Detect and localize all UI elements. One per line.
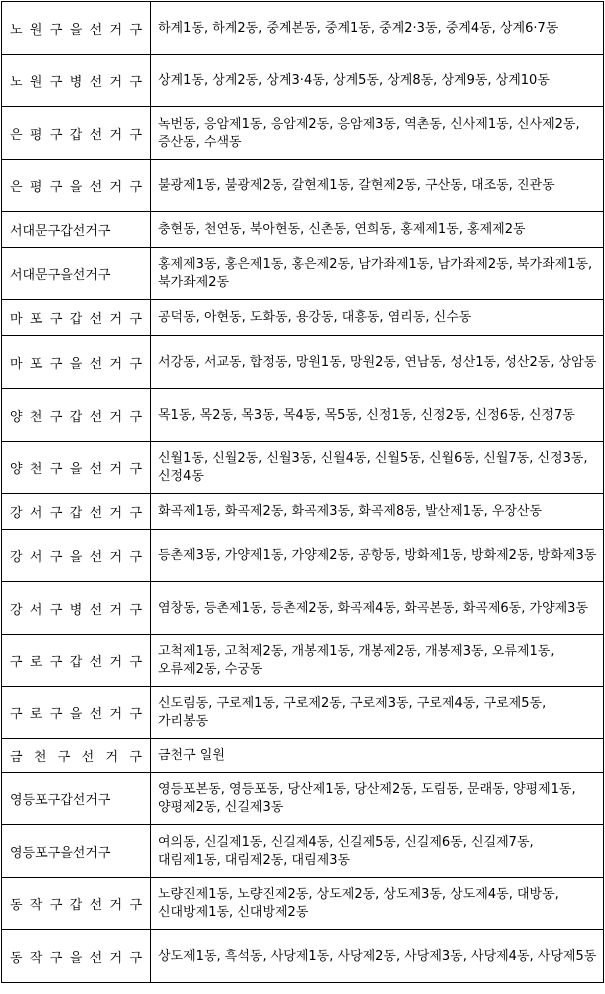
dong-list-cell: 영등포본동, 영등포동, 당산제1동, 당산제2동, 도림동, 문래동, 양평제1동, 양평제2동, 신길제3동 [151,773,604,825]
table-row [2,582,604,635]
district-name-cell: 강 서 구 병 선 거 구 [2,582,151,635]
table-row [2,930,604,983]
district-name-cell: 노 원 구 병 선 거 구 [2,55,151,107]
table-row [2,336,604,389]
district-name-cell: 은 평 구 을 선 거 구 [2,160,151,212]
dong-list-cell: 신월1동, 신월2동, 신월3동, 신월4동, 신월5동, 신월6동, 신월7동, 신정3동, 신정4동 [151,442,604,494]
table-row [2,107,604,160]
district-name-cell: 노 원 구 을 선 거 구 [2,2,151,55]
district-name-cell: 동 작 구 갑 선 거 구 [2,878,151,930]
district-name-cell: 영등포구을선거구 [2,825,151,878]
table-row [2,389,604,442]
dong-list-cell: 여의동, 신길제1동, 신길제4동, 신길제5동, 신길제6동, 신길제7동, 대림제1동, 대림제2동, 대림제3동 [151,825,604,878]
dong-list-cell: 노량진제1동, 노량진제2동, 상도제2동, 상도제3동, 상도제4동, 대방동, 신대방제1동, 신대방제2동 [151,878,604,930]
dong-list-cell: 상도제1동, 흑석동, 사당제1동, 사당제2동, 사당제3동, 사당제4동, 사당제5동 [151,930,604,983]
table-row [2,739,604,773]
dong-list-cell: 홍제제3동, 홍은제1동, 홍은제2동, 남가좌제1동, 남가좌제2동, 북가좌제1동, 북가좌제2동 [151,248,604,300]
dong-list-cell: 충현동, 천연동, 북아현동, 신촌동, 연희동, 홍제제1동, 홍제제2동 [151,212,604,248]
district-name-cell: 마 포 구 갑 선 거 구 [2,300,151,336]
district-name-cell: 영등포구갑선거구 [2,773,151,825]
district-name-cell: 마 포 구 을 선 거 구 [2,336,151,389]
table-row [2,635,604,687]
district-name-cell: 양 천 구 갑 선 거 구 [2,389,151,442]
dong-list-cell: 녹번동, 응암제1동, 응암제2동, 응암제3동, 역촌동, 신사제1동, 신사제2동, 증산동, 수색동 [151,107,604,160]
dong-list-cell: 고척제1동, 고척제2동, 개봉제1동, 개봉제2동, 개봉제3동, 오류제1동, 오류제2동, 수궁동 [151,635,604,687]
district-name-cell: 은 평 구 갑 선 거 구 [2,107,151,160]
table-row [2,878,604,930]
dong-list-cell: 염창동, 등촌제1동, 등촌제2동, 화곡제4동, 화곡본동, 화곡제6동, 가양제3동 [151,582,604,635]
district-name-cell: 동 작 구 을 선 거 구 [2,930,151,983]
table-row [2,248,604,300]
district-name-cell: 강 서 구 을 선 거 구 [2,530,151,582]
table-row [2,530,604,582]
dong-list-cell: 상계1동, 상계2동, 상계3·4동, 상계5동, 상계8동, 상계9동, 상계10동 [151,55,604,107]
table-row [2,825,604,878]
table-body [2,2,604,983]
district-name-cell: 양 천 구 을 선 거 구 [2,442,151,494]
district-name-cell: 서대문구을선거구 [2,248,151,300]
table-row [2,55,604,107]
district-name-cell: 구 로 구 갑 선 거 구 [2,635,151,687]
dong-list-cell: 화곡제1동, 화곡제2동, 화곡제3동, 화곡제8동, 발산제1동, 우장산동 [151,494,604,530]
dong-list-cell: 금천구 일원 [151,739,604,773]
electoral-district-table [1,1,604,983]
dong-list-cell: 서강동, 서교동, 합정동, 망원1동, 망원2동, 연남동, 성산1동, 성산2동, 상암동 [151,336,604,389]
table-row [2,687,604,739]
table-row [2,494,604,530]
district-name-cell: 서대문구갑선거구 [2,212,151,248]
district-name-cell: 금 천 구 선 거 구 [2,739,151,773]
dong-list-cell: 공덕동, 아현동, 도화동, 용강동, 대흥동, 염리동, 신수동 [151,300,604,336]
table-row [2,160,604,212]
table-row [2,773,604,825]
dong-list-cell: 목1동, 목2동, 목3동, 목4동, 목5동, 신정1동, 신정2동, 신정6동, 신정7동 [151,389,604,442]
dong-list-cell: 신도림동, 구로제1동, 구로제2동, 구로제3동, 구로제4동, 구로제5동, 가리봉동 [151,687,604,739]
dong-list-cell: 등촌제3동, 가양제1동, 가양제2동, 공항동, 방화제1동, 방화제2동, 방화제3동 [151,530,604,582]
table-row [2,2,604,55]
dong-list-cell: 하계1동, 하계2동, 중계본동, 중계1동, 중계2·3동, 중계4동, 상계6·7동 [151,2,604,55]
table-row [2,300,604,336]
district-name-cell: 구 로 구 을 선 거 구 [2,687,151,739]
district-name-cell: 강 서 구 갑 선 거 구 [2,494,151,530]
table-row [2,442,604,494]
table-row [2,212,604,248]
dong-list-cell: 불광제1동, 불광제2동, 갈현제1동, 갈현제2동, 구산동, 대조동, 진관동 [151,160,604,212]
